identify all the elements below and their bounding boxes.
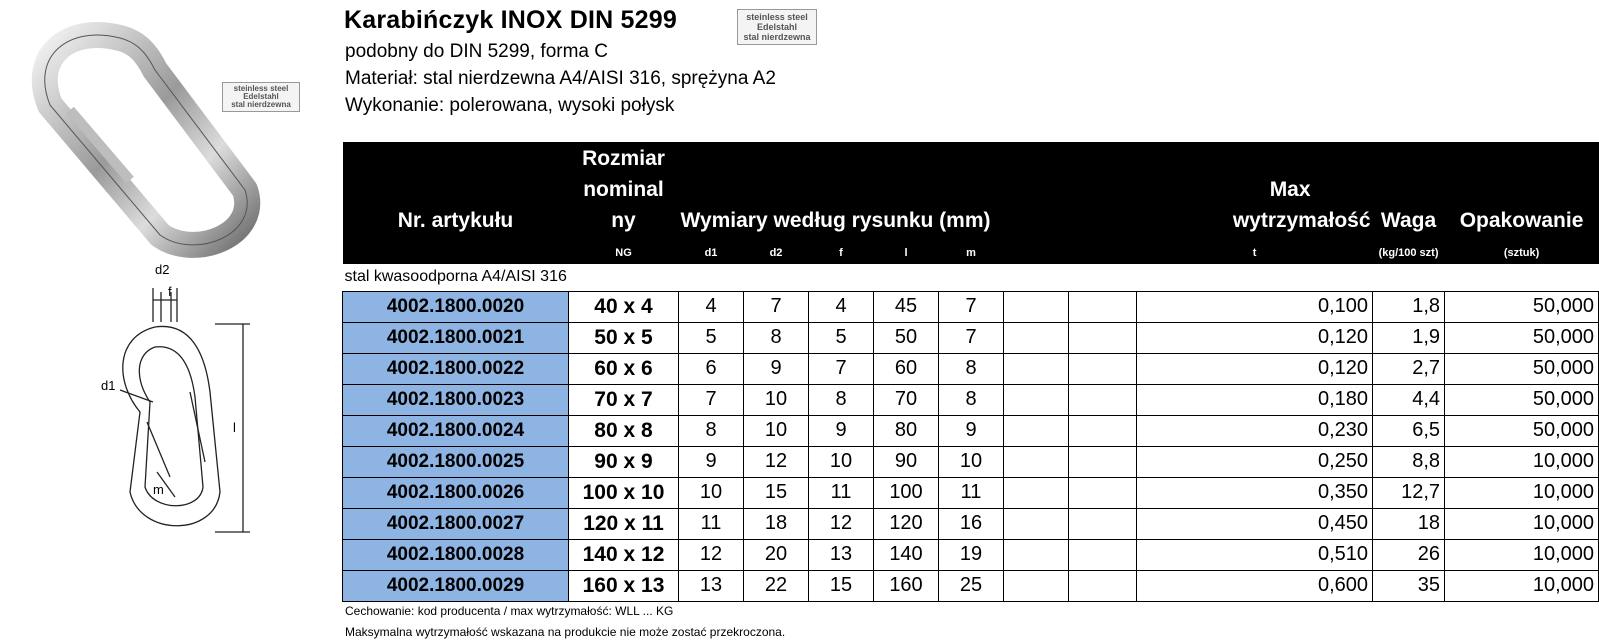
cell-max-load: 0,100 bbox=[1137, 291, 1373, 322]
cell-l: 160 bbox=[874, 570, 939, 601]
table-row bbox=[343, 477, 1599, 508]
cell-size: 90 x 9 bbox=[569, 446, 679, 477]
cell-l: 140 bbox=[874, 539, 939, 570]
cell-f: 5 bbox=[809, 322, 874, 353]
cell-weight: 12,7 bbox=[1373, 477, 1445, 508]
cell-empty bbox=[1004, 384, 1069, 415]
cell-d1: 10 bbox=[679, 477, 744, 508]
cell-d2: 10 bbox=[744, 415, 809, 446]
cell-l: 45 bbox=[874, 291, 939, 322]
cell-empty bbox=[1069, 322, 1137, 353]
cell-d2: 9 bbox=[744, 353, 809, 384]
cell-max-load: 0,180 bbox=[1137, 384, 1373, 415]
subheader-empty bbox=[1004, 242, 1069, 264]
note-marking: Cechowanie: kod producenta / max wytrzymałość: WLL ... KG bbox=[345, 604, 674, 618]
cell-empty bbox=[1004, 415, 1069, 446]
cell-d2: 20 bbox=[744, 539, 809, 570]
table-row bbox=[343, 446, 1599, 477]
cell-weight: 1,9 bbox=[1373, 322, 1445, 353]
stainless-steel-badge bbox=[222, 82, 300, 112]
cell-empty bbox=[1004, 508, 1069, 539]
label-l: l bbox=[233, 420, 236, 435]
cell-d2: 12 bbox=[744, 446, 809, 477]
cell-max-load: 0,510 bbox=[1137, 539, 1373, 570]
cell-empty bbox=[1004, 539, 1069, 570]
cell-size: 50 x 5 bbox=[569, 322, 679, 353]
badge-line: steinless steel bbox=[746, 12, 808, 22]
cell-d1: 8 bbox=[679, 415, 744, 446]
cell-d1: 7 bbox=[679, 384, 744, 415]
table-row bbox=[343, 291, 1599, 322]
subheader-empty bbox=[1069, 242, 1137, 264]
cell-l: 90 bbox=[874, 446, 939, 477]
cell-d2: 7 bbox=[744, 291, 809, 322]
note-max-load: Maksymalna wytrzymałość wskazana na produkcie nie może zostać przekroczona. bbox=[345, 625, 786, 639]
cell-m: 8 bbox=[939, 384, 1004, 415]
cell-article: 4002.1800.0024 bbox=[343, 415, 569, 446]
cell-package: 10,000 bbox=[1445, 508, 1599, 539]
header-package: Opakowanie bbox=[1445, 142, 1599, 242]
cell-l: 120 bbox=[874, 508, 939, 539]
cell-package: 50,000 bbox=[1445, 322, 1599, 353]
badge-line: stal nierdzewna bbox=[743, 32, 811, 42]
material-line: Materiał: stal nierdzewna A4/AISI 316, sprężyna A2 bbox=[345, 68, 776, 89]
subtitle-line: podobny do DIN 5299, forma C bbox=[345, 41, 608, 62]
cell-f: 15 bbox=[809, 570, 874, 601]
table-row bbox=[343, 384, 1599, 415]
cell-empty bbox=[1069, 570, 1137, 601]
cell-f: 7 bbox=[809, 353, 874, 384]
cell-max-load: 0,120 bbox=[1137, 353, 1373, 384]
cell-article: 4002.1800.0026 bbox=[343, 477, 569, 508]
cell-weight: 4,4 bbox=[1373, 384, 1445, 415]
table-row bbox=[343, 539, 1599, 570]
cell-package: 50,000 bbox=[1445, 384, 1599, 415]
cell-m: 8 bbox=[939, 353, 1004, 384]
cell-size: 70 x 7 bbox=[569, 384, 679, 415]
cell-article: 4002.1800.0025 bbox=[343, 446, 569, 477]
stainless-steel-badge bbox=[737, 9, 817, 45]
cell-d2: 10 bbox=[744, 384, 809, 415]
cell-size: 80 x 8 bbox=[569, 415, 679, 446]
cell-max-load: 0,600 bbox=[1137, 570, 1373, 601]
cell-empty bbox=[1069, 415, 1137, 446]
cell-size: 60 x 6 bbox=[569, 353, 679, 384]
cell-article: 4002.1800.0023 bbox=[343, 384, 569, 415]
cell-article: 4002.1800.0020 bbox=[343, 291, 569, 322]
cell-d1: 6 bbox=[679, 353, 744, 384]
table-subheader bbox=[343, 242, 1599, 264]
subheader-t: t bbox=[1137, 242, 1373, 264]
cell-f: 4 bbox=[809, 291, 874, 322]
cell-article: 4002.1800.0028 bbox=[343, 539, 569, 570]
cell-d1: 4 bbox=[679, 291, 744, 322]
cell-weight: 26 bbox=[1373, 539, 1445, 570]
cell-f: 11 bbox=[809, 477, 874, 508]
cell-l: 50 bbox=[874, 322, 939, 353]
group-row bbox=[343, 264, 1599, 291]
table-header bbox=[343, 142, 1599, 242]
header-nominal bbox=[569, 142, 679, 242]
header-nominal-line: nominal bbox=[583, 178, 664, 201]
table-row bbox=[343, 353, 1599, 384]
cell-article: 4002.1800.0027 bbox=[343, 508, 569, 539]
cell-size: 100 x 10 bbox=[569, 477, 679, 508]
cell-f: 12 bbox=[809, 508, 874, 539]
header-spacer bbox=[1004, 142, 1137, 242]
cell-f: 9 bbox=[809, 415, 874, 446]
header-dimensions: Wymiary według rysunku (mm) bbox=[679, 142, 1004, 242]
cell-l: 60 bbox=[874, 353, 939, 384]
table-row bbox=[343, 415, 1599, 446]
cell-empty bbox=[1004, 477, 1069, 508]
badge-line: stal nierdzewna bbox=[231, 100, 291, 109]
cell-m: 7 bbox=[939, 322, 1004, 353]
cell-package: 50,000 bbox=[1445, 291, 1599, 322]
cell-m: 16 bbox=[939, 508, 1004, 539]
carabiner-photo bbox=[10, 10, 265, 255]
header-nominal-line: ny bbox=[611, 209, 636, 232]
cell-max-load: 0,450 bbox=[1137, 508, 1373, 539]
cell-m: 9 bbox=[939, 415, 1004, 446]
cell-weight: 35 bbox=[1373, 570, 1445, 601]
cell-max-load: 0,120 bbox=[1137, 322, 1373, 353]
subheader-d1: d1 bbox=[679, 242, 744, 264]
cell-l: 70 bbox=[874, 384, 939, 415]
cell-d2: 22 bbox=[744, 570, 809, 601]
page-title: Karabińczyk INOX DIN 5299 bbox=[344, 6, 677, 34]
cell-empty bbox=[1069, 508, 1137, 539]
cell-d1: 5 bbox=[679, 322, 744, 353]
badge-line: Edelstahl bbox=[243, 92, 279, 101]
spec-table bbox=[342, 142, 1599, 602]
cell-empty bbox=[1004, 570, 1069, 601]
cell-d1: 11 bbox=[679, 508, 744, 539]
cell-package: 10,000 bbox=[1445, 477, 1599, 508]
finish-line: Wykonanie: polerowana, wysoki połysk bbox=[345, 95, 675, 116]
cell-empty bbox=[1004, 446, 1069, 477]
cell-size: 120 x 11 bbox=[569, 508, 679, 539]
subheader-l: l bbox=[874, 242, 939, 264]
badge-line: steinless steel bbox=[233, 84, 289, 93]
cell-weight: 8,8 bbox=[1373, 446, 1445, 477]
cell-d1: 9 bbox=[679, 446, 744, 477]
label-f: f bbox=[168, 284, 172, 299]
header-weight: Waga bbox=[1373, 142, 1445, 242]
cell-empty bbox=[1069, 353, 1137, 384]
label-m: m bbox=[153, 482, 164, 497]
subheader-package-unit: (sztuk) bbox=[1445, 242, 1599, 264]
subheader-f: f bbox=[809, 242, 874, 264]
cell-weight: 18 bbox=[1373, 508, 1445, 539]
cell-empty bbox=[1069, 446, 1137, 477]
cell-empty bbox=[1069, 291, 1137, 322]
cell-article: 4002.1800.0022 bbox=[343, 353, 569, 384]
cell-f: 8 bbox=[809, 384, 874, 415]
cell-empty bbox=[1004, 353, 1069, 384]
subheader-ng: NG bbox=[569, 242, 679, 264]
badge-line: Edelstahl bbox=[756, 22, 797, 32]
header-max bbox=[1137, 142, 1373, 242]
technical-drawing bbox=[95, 262, 295, 562]
cell-m: 7 bbox=[939, 291, 1004, 322]
cell-article: 4002.1800.0021 bbox=[343, 322, 569, 353]
cell-d2: 18 bbox=[744, 508, 809, 539]
table-row bbox=[343, 322, 1599, 353]
subheader-empty bbox=[343, 242, 569, 264]
cell-package: 50,000 bbox=[1445, 415, 1599, 446]
cell-empty bbox=[1069, 477, 1137, 508]
cell-package: 10,000 bbox=[1445, 570, 1599, 601]
cell-m: 10 bbox=[939, 446, 1004, 477]
label-d2: d2 bbox=[155, 262, 170, 277]
cell-package: 10,000 bbox=[1445, 539, 1599, 570]
subheader-d2: d2 bbox=[744, 242, 809, 264]
header-max-line: Max bbox=[1269, 178, 1311, 201]
cell-d1: 13 bbox=[679, 570, 744, 601]
header-max-line: wytrzymałość bbox=[1232, 209, 1371, 232]
cell-package: 50,000 bbox=[1445, 353, 1599, 384]
cell-m: 11 bbox=[939, 477, 1004, 508]
label-d1: d1 bbox=[101, 378, 116, 393]
cell-m: 19 bbox=[939, 539, 1004, 570]
cell-empty bbox=[1069, 539, 1137, 570]
cell-m: 25 bbox=[939, 570, 1004, 601]
cell-empty bbox=[1069, 384, 1137, 415]
subheader-m: m bbox=[939, 242, 1004, 264]
cell-l: 100 bbox=[874, 477, 939, 508]
cell-package: 10,000 bbox=[1445, 446, 1599, 477]
cell-size: 140 x 12 bbox=[569, 539, 679, 570]
cell-size: 40 x 4 bbox=[569, 291, 679, 322]
cell-d2: 15 bbox=[744, 477, 809, 508]
header-article: Nr. artykułu bbox=[343, 142, 569, 242]
table-row bbox=[343, 570, 1599, 601]
cell-weight: 6,5 bbox=[1373, 415, 1445, 446]
cell-f: 10 bbox=[809, 446, 874, 477]
cell-l: 80 bbox=[874, 415, 939, 446]
cell-weight: 2,7 bbox=[1373, 353, 1445, 384]
header-nominal-line: Rozmiar bbox=[582, 147, 665, 170]
cell-max-load: 0,230 bbox=[1137, 415, 1373, 446]
cell-d2: 8 bbox=[744, 322, 809, 353]
cell-f: 13 bbox=[809, 539, 874, 570]
cell-d1: 12 bbox=[679, 539, 744, 570]
cell-empty bbox=[1004, 322, 1069, 353]
cell-article: 4002.1800.0029 bbox=[343, 570, 569, 601]
cell-max-load: 0,350 bbox=[1137, 477, 1373, 508]
cell-weight: 1,8 bbox=[1373, 291, 1445, 322]
subheader-weight-unit: (kg/100 szt) bbox=[1373, 242, 1445, 264]
cell-empty bbox=[1004, 291, 1069, 322]
table-row bbox=[343, 508, 1599, 539]
cell-max-load: 0,250 bbox=[1137, 446, 1373, 477]
group-label: stal kwasoodporna A4/AISI 316 bbox=[344, 268, 567, 286]
cell-size: 160 x 13 bbox=[569, 570, 679, 601]
